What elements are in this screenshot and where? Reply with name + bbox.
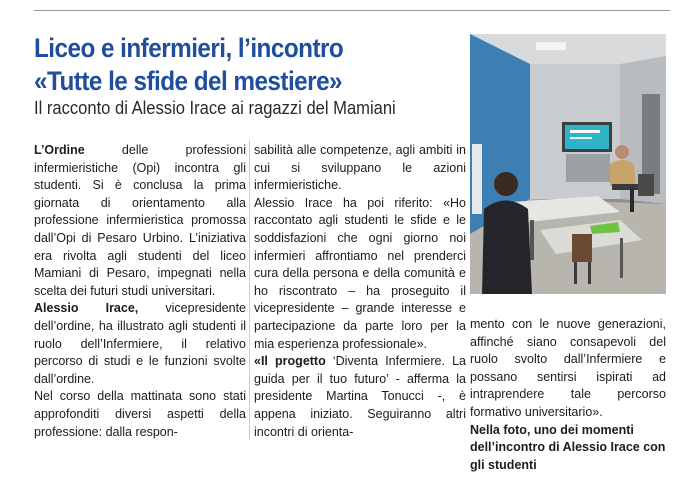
paragraph: Alessio Irace ha poi riferito: «Ho raccontato agli studenti le sfide e le soddisfazioni che ogni giorno noi infermieri affrontiamo nel prenderci cura della persona e della comunità e ho riscontrato – ha proseguito il vicepresidente – grande interesse e partecipazione da parte loro per la mia esperienza professionale». <box>254 195 466 351</box>
column-divider <box>249 140 250 440</box>
headline <box>34 32 421 98</box>
classroom-photo <box>470 34 666 294</box>
paragraph: mento con le nuove generazioni, affinché siano consapevoli del ruolo svolto dall’Infermiere e possano sentirsi ispirati ad intraprendere tale percorso formativo universitario». <box>470 317 666 419</box>
lead-word: «Il progetto <box>254 354 326 369</box>
paragraph: Nel corso della mattinata sono stati approfonditi diversi aspetti della professione: dalla respon- <box>34 389 246 439</box>
article-photo <box>470 34 666 294</box>
subheadline: Il racconto di Alessio Irace ai ragazzi del Mamiani <box>34 98 396 118</box>
article-column-1 <box>34 142 246 441</box>
lead-name: Alessio Irace, <box>34 301 139 316</box>
headline-line-2: «Tutte le sfide del mestiere» <box>34 66 343 96</box>
lead-word: L’Ordine <box>34 143 85 157</box>
top-rule <box>34 10 670 11</box>
paragraph-text: vicepresidente dell’ordine, ha illustrato agli studenti il ruolo dell’Infermiere, il relativo percorso di studi e le funzioni svolte dall’ordine. <box>34 301 246 386</box>
article-column-2 <box>254 142 466 441</box>
headline-line-1: Liceo e infermieri, l’incontro <box>34 33 344 63</box>
paragraph <box>34 142 246 300</box>
photo-caption: Nella foto, uno dei momenti dell’incontro di Alessio Irace con gli studenti <box>470 422 666 472</box>
paragraph <box>254 353 466 441</box>
paragraph: sabilità alle competenze, agli ambiti in cui si sviluppano le azioni infermieristiche. <box>254 143 466 193</box>
paragraph <box>34 300 246 388</box>
article-column-3 <box>470 316 666 474</box>
paragraph-text: delle professioni infermieristiche (Opi) incontra gli studenti. Si è conclusa la prima giornata di orientamento alla professione infermieristica promossa dall’Opi di Pesaro Urbino. L’iniziativa era rivolta agli studenti del liceo Mamiani di Pesaro, impegnati nella scelta dei futuri studi universitari. <box>34 143 246 298</box>
paragraph-text: ‘Diventa Infermiere. La guida per il tuo futuro’ - afferma la presidente Martina Tonucci -, è appena iniziato. Seguiranno altri incontri di orienta- <box>254 354 466 439</box>
